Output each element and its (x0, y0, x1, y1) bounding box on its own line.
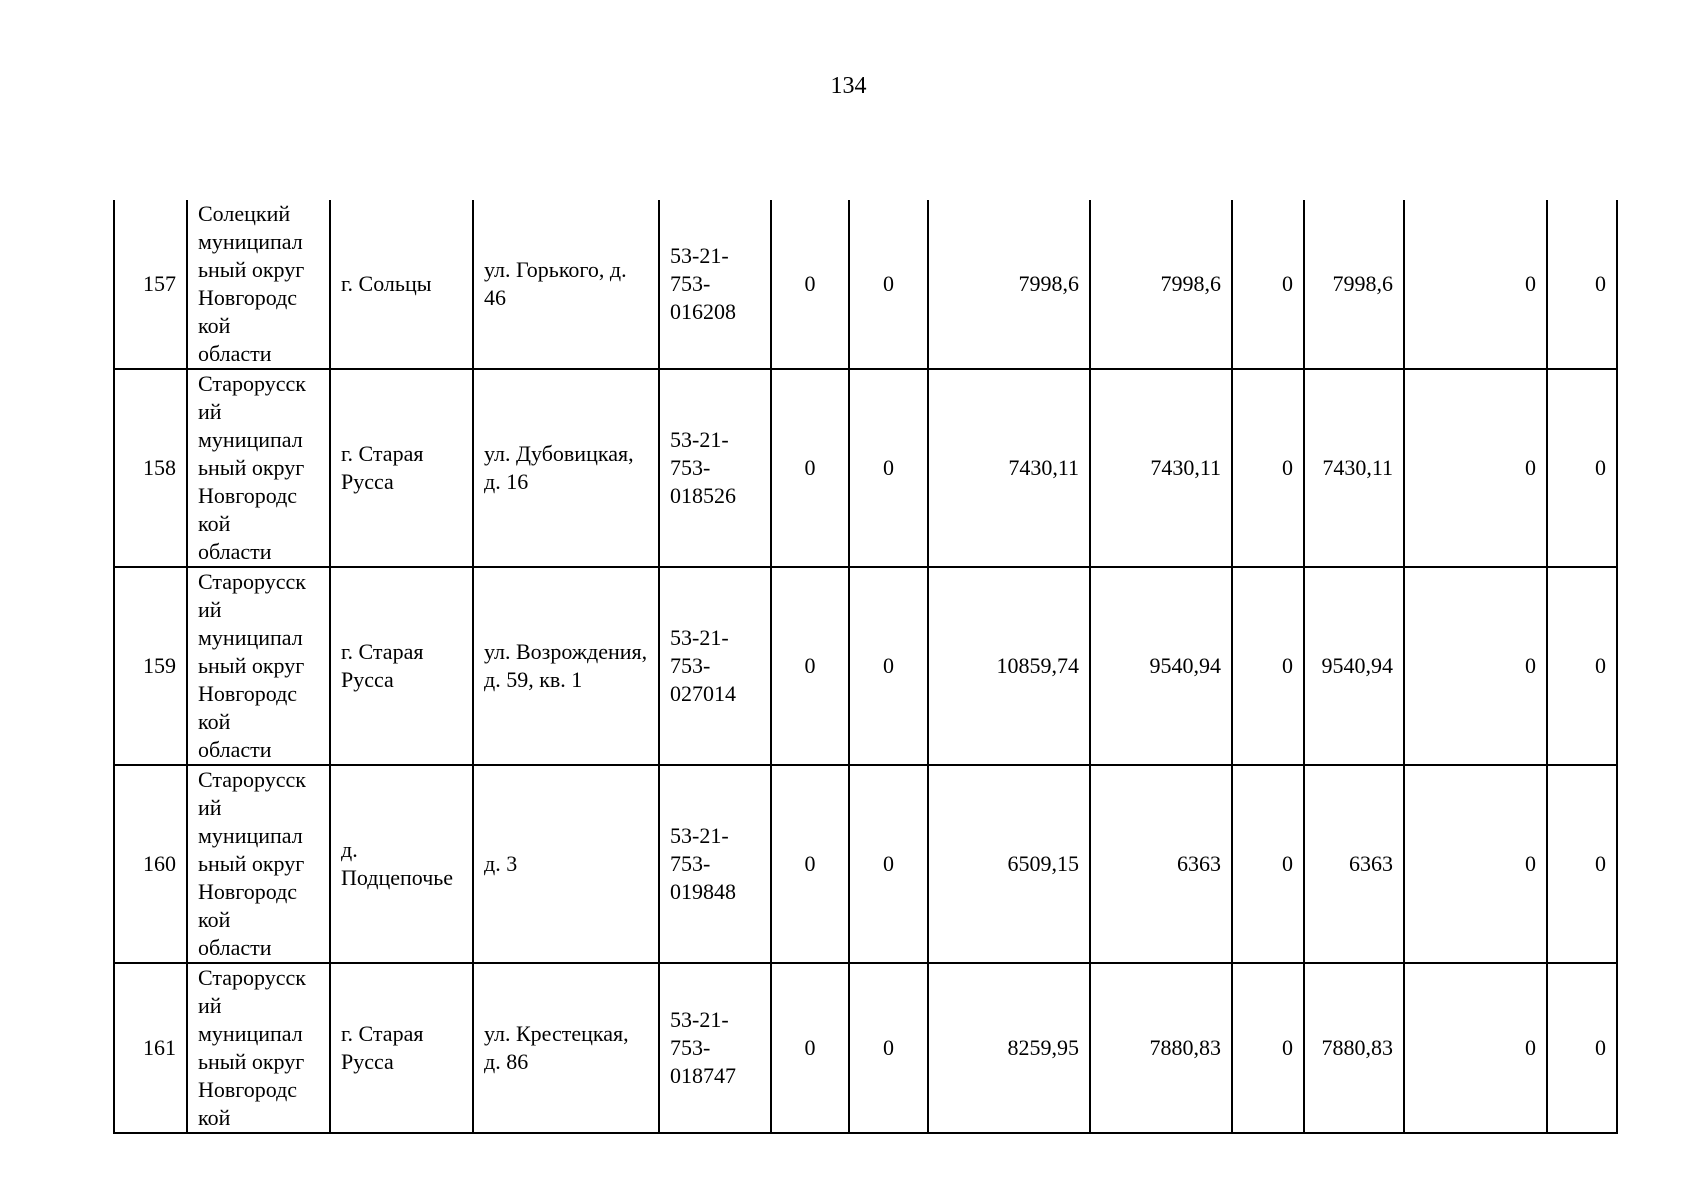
object-code-cell-line: 018526 (670, 483, 736, 508)
value-cell-4: 7880,83 (1090, 963, 1232, 1133)
value-cell-3: 6509,15 (928, 765, 1090, 963)
municipality-cell-line: муниципал (198, 1021, 303, 1046)
object-code-cell-line: 53-21- (670, 1007, 729, 1032)
municipality-cell-line: кой (198, 511, 231, 536)
locality-cell: д. Подцепочье (330, 765, 473, 963)
row-number-cell: 160 (114, 765, 187, 963)
municipality-cell-line: ьный округ (198, 851, 305, 876)
table-row (114, 369, 1617, 567)
municipality-cell-line: Старорусск (198, 767, 306, 792)
page-number: 134 (830, 73, 867, 99)
value-cell-5: 0 (1232, 765, 1304, 963)
value-cell-1: 0 (771, 963, 849, 1133)
object-code-cell-line: 753- (670, 653, 711, 678)
value-cell-7: 0 (1404, 200, 1547, 369)
address-cell: ул. Горького, д. 46 (473, 200, 659, 369)
object-code-cell-line: 753- (670, 455, 711, 480)
value-cell-6: 6363 (1304, 765, 1404, 963)
address-cell: ул. Дубовицкая, д. 16 (473, 369, 659, 567)
value-cell-7: 0 (1404, 567, 1547, 765)
municipality-cell-line: Новгородс (198, 681, 298, 706)
municipality-cell-line: ьный округ (198, 653, 305, 678)
value-cell-1: 0 (771, 200, 849, 369)
municipality-cell-line: Старорусск (198, 569, 306, 594)
object-code-cell-line: 753- (670, 271, 711, 296)
municipality-cell-line: области (198, 935, 272, 960)
object-code-cell-line: 027014 (670, 681, 736, 706)
value-cell-1: 0 (771, 567, 849, 765)
object-code-cell-line: 53-21- (670, 823, 729, 848)
table-row (114, 567, 1617, 765)
locality-cell: г. Старая Русса (330, 567, 473, 765)
municipality-cell-line: Старорусск (198, 371, 306, 396)
value-cell-7: 0 (1404, 963, 1547, 1133)
municipality-cell-line: ий (198, 795, 222, 820)
table-row (114, 200, 1617, 369)
value-cell-3: 7998,6 (928, 200, 1090, 369)
object-code-cell (659, 369, 771, 567)
value-cell-4: 7998,6 (1090, 200, 1232, 369)
row-number-cell: 157 (114, 200, 187, 369)
municipality-cell-line: ий (198, 597, 222, 622)
address-cell: ул. Возрождения, д. 59, кв. 1 (473, 567, 659, 765)
row-number-cell: 158 (114, 369, 187, 567)
municipality-cell-line: муниципал (198, 427, 303, 452)
object-code-cell-line: 53-21- (670, 427, 729, 452)
value-cell-1: 0 (771, 765, 849, 963)
municipality-cell-line: ий (198, 993, 222, 1018)
locality-cell: г. Старая Русса (330, 963, 473, 1133)
value-cell-8: 0 (1547, 765, 1617, 963)
value-cell-7: 0 (1404, 765, 1547, 963)
object-code-cell-line: 019848 (670, 879, 736, 904)
value-cell-2: 0 (849, 369, 928, 567)
row-number-cell: 159 (114, 567, 187, 765)
value-cell-5: 0 (1232, 963, 1304, 1133)
municipality-cell-line: Новгородс (198, 483, 298, 508)
municipality-cell-line: ьный округ (198, 257, 305, 282)
locality-cell: г. Старая Русса (330, 369, 473, 567)
table-body (114, 200, 1617, 1133)
value-cell-5: 0 (1232, 567, 1304, 765)
object-code-cell-line: 53-21- (670, 243, 729, 268)
value-cell-4: 7430,11 (1090, 369, 1232, 567)
municipality-cell (187, 567, 330, 765)
value-cell-5: 0 (1232, 369, 1304, 567)
object-code-cell (659, 567, 771, 765)
locality-cell: г. Сольцы (330, 200, 473, 369)
municipality-cell-line: Солецкий (198, 201, 291, 226)
value-cell-1: 0 (771, 369, 849, 567)
municipality-cell-line: области (198, 341, 272, 366)
municipality-cell-line: Новгородс (198, 1077, 298, 1102)
value-cell-6: 7430,11 (1304, 369, 1404, 567)
municipality-cell-line: кой (198, 907, 231, 932)
municipality-cell-line: ий (198, 399, 222, 424)
municipality-cell-line: ьный округ (198, 1049, 305, 1074)
municipality-cell-line: Новгородс (198, 285, 298, 310)
municipality-cell-line: кой (198, 709, 231, 734)
table-row (114, 963, 1617, 1133)
object-code-cell (659, 765, 771, 963)
object-code-cell (659, 200, 771, 369)
municipality-cell-line: кой (198, 313, 231, 338)
municipality-cell (187, 963, 330, 1133)
value-cell-3: 8259,95 (928, 963, 1090, 1133)
value-cell-6: 7998,6 (1304, 200, 1404, 369)
municipality-cell (187, 200, 330, 369)
municipality-cell-line: Старорусск (198, 965, 306, 990)
object-code-cell-line: 018747 (670, 1063, 736, 1088)
value-cell-3: 10859,74 (928, 567, 1090, 765)
value-cell-3: 7430,11 (928, 369, 1090, 567)
row-number-cell: 161 (114, 963, 187, 1133)
value-cell-4: 6363 (1090, 765, 1232, 963)
object-code-cell-line: 753- (670, 1035, 711, 1060)
municipality-cell-line: кой (198, 1105, 231, 1130)
municipality-cell-line: области (198, 737, 272, 762)
object-code-cell-line: 53-21- (670, 625, 729, 650)
value-cell-8: 0 (1547, 963, 1617, 1133)
municipality-cell-line: муниципал (198, 625, 303, 650)
object-code-cell-line: 016208 (670, 299, 736, 324)
address-cell: ул. Крестецкая, д. 86 (473, 963, 659, 1133)
municipality-cell (187, 369, 330, 567)
value-cell-8: 0 (1547, 200, 1617, 369)
value-cell-8: 0 (1547, 567, 1617, 765)
value-cell-2: 0 (849, 200, 928, 369)
registry-table (113, 200, 1618, 1134)
value-cell-7: 0 (1404, 369, 1547, 567)
address-cell: д. 3 (473, 765, 659, 963)
value-cell-2: 0 (849, 963, 928, 1133)
object-code-cell (659, 963, 771, 1133)
municipality-cell (187, 765, 330, 963)
value-cell-4: 9540,94 (1090, 567, 1232, 765)
municipality-cell-line: Новгородс (198, 879, 298, 904)
municipality-cell-line: муниципал (198, 229, 303, 254)
municipality-cell-line: муниципал (198, 823, 303, 848)
value-cell-5: 0 (1232, 200, 1304, 369)
value-cell-2: 0 (849, 765, 928, 963)
municipality-cell-line: области (198, 539, 272, 564)
value-cell-6: 9540,94 (1304, 567, 1404, 765)
value-cell-8: 0 (1547, 369, 1617, 567)
table-row (114, 765, 1617, 963)
object-code-cell-line: 753- (670, 851, 711, 876)
value-cell-6: 7880,83 (1304, 963, 1404, 1133)
value-cell-2: 0 (849, 567, 928, 765)
municipality-cell-line: ьный округ (198, 455, 305, 480)
